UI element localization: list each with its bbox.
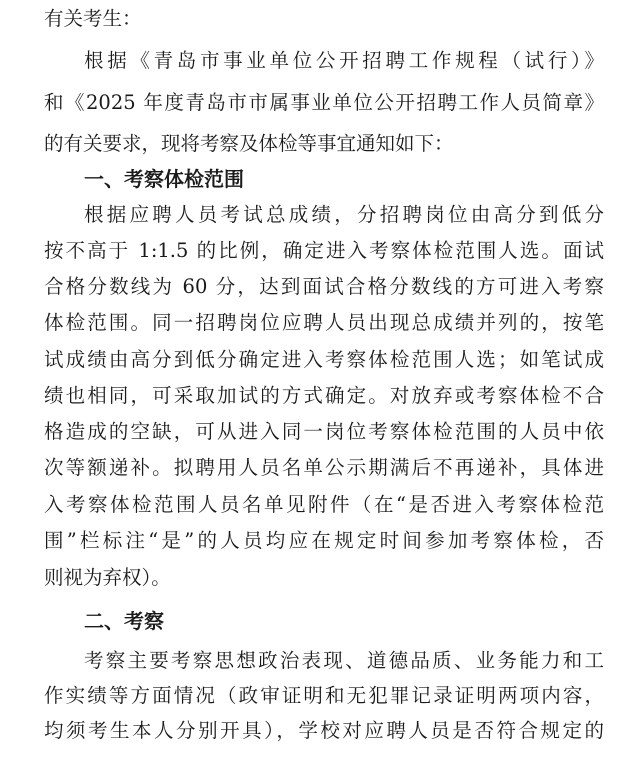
salutation: 有关考生：: [44, 7, 142, 30]
section-heading-2: 二、考察: [84, 609, 164, 633]
section1-line-7: 格造成的空缺，可从进入同一岗位考察体检范围的人员中依: [44, 420, 604, 443]
intro-line-1: 根据《青岛市事业单位公开招聘工作规程（试行）》: [84, 49, 604, 72]
section1-line-1: 根据应聘人员考试总成绩，分招聘岗位由高分到低分: [84, 203, 604, 226]
section1-line-9: 入考察体检范围人员名单见附件（在“是否进入考察体检范: [44, 493, 604, 516]
section1-line-5: 试成绩由高分到低分确定进入考察体检范围人选；如笔试成: [44, 348, 604, 371]
section2-line-1: 考察主要考察思想政治表现、道德品质、业务能力和工: [84, 649, 604, 672]
section1-line-2: 按不高于 1:1.5 的比例，确定进入考察体检范围人选。面试: [44, 239, 604, 262]
section1-line-10: 围”栏标注“是”的人员均应在规定时间参加考察体检，否: [44, 529, 604, 552]
section2-line-2: 作实绩等方面情况（政审证明和无犯罪记录证明两项内容，: [44, 684, 604, 707]
intro-line-3: 的有关要求，现将考察及体检等事宜通知如下：: [44, 132, 454, 155]
section1-line-3: 合格分数线为 60 分，达到面试合格分数线的方可进入考察: [44, 275, 604, 298]
intro-line-2: 和《2025 年度青岛市市属事业单位公开招聘工作人员简章》: [44, 91, 604, 114]
section-heading-1: 一、考察体检范围: [84, 167, 244, 191]
section1-line-6: 绩也相同，可采取加试的方式确定。对放弃或考察体检不合: [44, 384, 604, 407]
section1-line-4: 体检范围。同一招聘岗位应聘人员出现总成绩并列的，按笔: [44, 311, 604, 334]
section2-line-3: 均须考生本人分别开具），学校对应聘人员是否符合规定的: [44, 719, 604, 742]
section1-line-8: 次等额递补。拟聘用人员名单公示期满后不再递补，具体进: [44, 456, 604, 479]
section1-line-11: 则视为弃权）。: [44, 566, 171, 589]
